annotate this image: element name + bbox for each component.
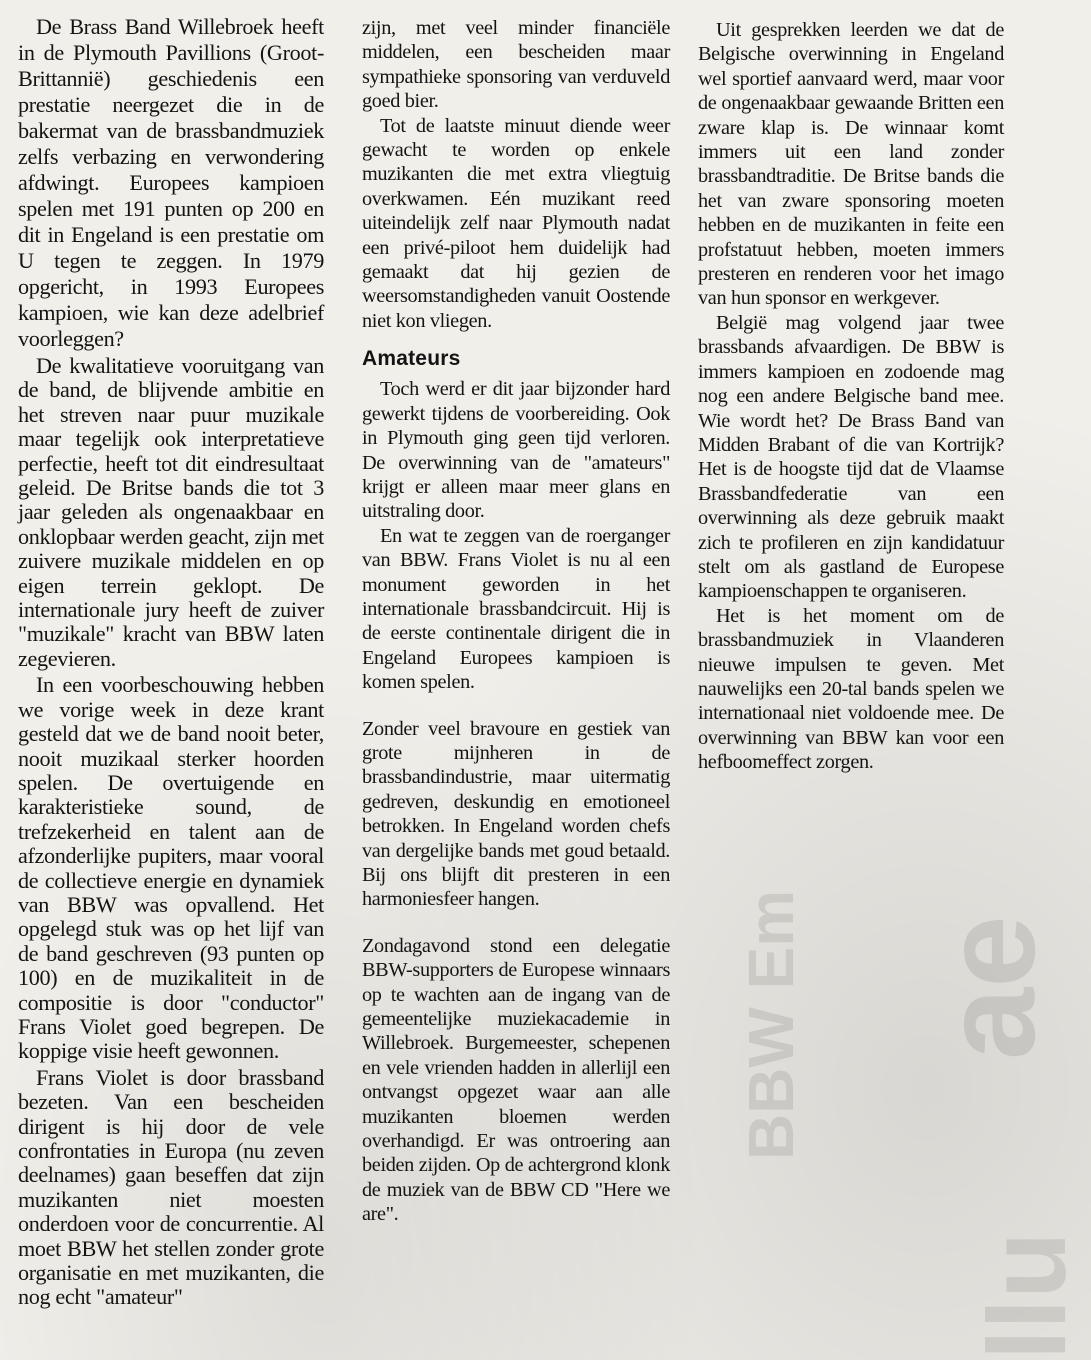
article-column-1 xyxy=(18,14,324,1310)
article-column-3 xyxy=(698,18,1004,775)
paragraph: Het is het moment om de brassbandmuziek in Vlaanderen nieuwe impulsen te geven. Met nauwelijks een 20-tal bands spelen we internationaal niet voldoende mee. De overwinning van BBW kan voor een hefboomeffect zorgen. xyxy=(698,604,1004,774)
bleed-text-3: llu xyxy=(966,1231,1089,1360)
paragraph-intro: De Brass Band Willebroek heeft in de Plymouth Pavillions (Groot-Brittannië) geschiedenis een prestatie neergezet die in de bakermat van de brassbandmuziek zelfs verbazing en verwondering afdwingt. Europees kampioen spelen met 191 punten op 200 en dit in Engeland is een prestatie om U tegen te zeggen. In 1979 opgericht, in 1993 Europees kampioen, wie kan deze adelbrief voorleggen? xyxy=(18,14,324,351)
paragraph: In een voorbeschouwing hebben we vorige week in deze krant gesteld dat we de band nooit beter, nooit muzikaal sterker hoorden spelen. De overtuigende en karakteristieke sound, de trefzekerheid en talent aan de afzonderlijke pupiters, maar vooral de collectieve energie en dynamiek van BBW was opvallend. Het opgelegd stuk was op het lijf van de band geschreven (93 punten op 100) en de muzikaliteit in de compositie is door "conductor" Frans Violet goed begrepen. De koppige visie heeft gewonnen. xyxy=(18,672,324,1064)
bleed-text-1: BBW Em xyxy=(735,889,807,1160)
article-column-2 xyxy=(362,16,670,1227)
bleed-text-2: ae xyxy=(916,915,1062,1060)
bleed-through-background xyxy=(694,760,1089,1360)
subheading: Amateurs xyxy=(362,347,461,371)
paragraph-continued: zijn, met veel minder financiële middelen, een bescheiden maar sympathieke sponsoring van verduveld goed bier. xyxy=(362,17,670,113)
paragraph: Zondagavond stond een delegatie BBW-supporters de Europese winnaars op te wachten aan de ingang van de gemeentelijke muziekacademie in Willebroek. Burgemeester, schepenen en vele vrienden hadden in allerlijl een ontvangst opgezet waar aan alle muzikanten bloemen werden overhandigd. Er was ontroering aan beiden zijden. Op de achtergrond klonk de muziek van de BBW CD "Here we are". xyxy=(362,934,670,1226)
paragraph: Uit gesprekken leerden we dat de Belgische overwinning in Engeland wel sportief aanvaard werd, maar voor de ongenaakbaar gewaande Britten een zware klap is. De winnaar komt immers uit een land zonder brassbandtraditie. De Britse bands die het van zware sponsoring moeten hebben en de muzikanten in feite een profstatuut hebben, moeten immers presteren en renderen voor het imago van hun sponsor en werkgever. xyxy=(698,19,1004,310)
paragraph: Tot de laatste minuut diende weer gewacht te worden op enkele muzikanten die met extra vliegtuig overkwamen. Eén muzikant reed uiteindelijk zelf naar Plymouth nadat een privé-piloot hem duidelijk had gemaakt dat hij gezien de weersomstandigheden vanuit Oostende niet kon vliegen. xyxy=(362,114,670,332)
paragraph: Frans Violet is door brassband bezeten. Van een bescheiden dirigent is hij door de vele confrontaties in Europa (nu zeven deelnames) gaan beseffen dat zijn muzikanten niet moesten onderdoen voor de concurrentie. Al moet BBW het stellen zonder grote organisatie en met muzikanten, die nog echt "amateur" xyxy=(18,1064,324,1310)
paragraph: België mag volgend jaar twee brassbands afvaardigen. De BBW is immers kampioen en zodoende mag nog een andere Belgische band mee. Wie wordt het? De Brass Band van Midden Brabant of die van Kortrijk? Het is de hoogste tijd dat de Vlaamse Brassbandfederatie van een overwinning als deze gebruik maakt zich te profileren en zijn kandidatuur stelt om als gastland de Europese kampioenschappen te organiseren. xyxy=(698,311,1004,603)
paragraph: En wat te zeggen van de roerganger van BBW. Frans Violet is nu al een monument geworden in het internationale brassbandcircuit. Hij is de eerste continentale dirigent die in Engeland Europees kampioen is komen spelen. xyxy=(362,524,670,694)
paragraph: De kwalitatieve vooruitgang van de band, de blijvende ambitie en het streven naar puur muzikale maar tegelijk ook interpretatieve perfectie, heeft tot dit eindresultaat geleid. De Britse bands die tot 3 jaar geleden als ongenaakbaar en onklopbaar werden geacht, zijn met zuivere muzikale middelen en op eigen terrein geklopt. De internationale jury heeft de zuiver "muzikale" kracht van BBW laten zegevieren. xyxy=(18,353,324,671)
paragraph: Toch werd er dit jaar bijzonder hard gewerkt tijdens de voorbereiding. Ook in Plymouth ging geen tijd verloren. De overwinning van de "amateurs" krijgt er alleen maar meer glans en uitstraling door. xyxy=(362,378,670,523)
paragraph: Zonder veel bravoure en gestiek van grote mijnheren in de brassbandindustrie, maar uitermatig gedreven, deskundig en emotioneel betrokken. In Engeland worden chefs van dergelijke bands met goud betaald. Bij ons blijft dit presteren in een harmoniesfeer hangen. xyxy=(362,717,670,911)
